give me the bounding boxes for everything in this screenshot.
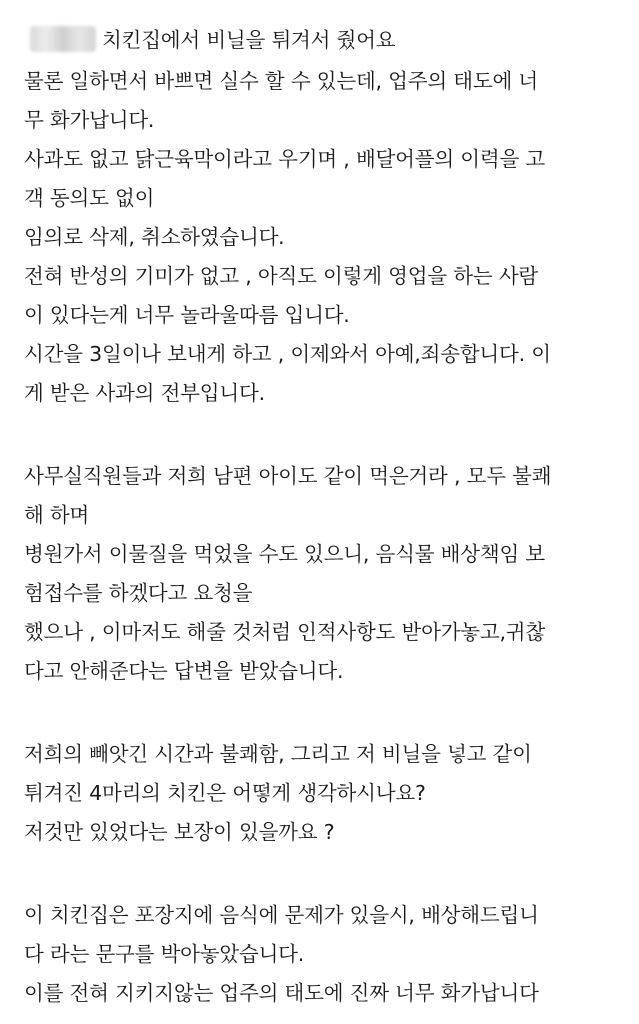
post-line: 이 치킨집은 포장지에 음식에 문제가 있을시, 배상해드립니 xyxy=(24,903,539,927)
post-line: 험접수를 하겠다고 요청을 xyxy=(24,581,253,605)
post-line: 전혀 반성의 기미가 없고 , 아직도 이렇게 영업을 하는 사람 xyxy=(24,264,539,288)
post-line: 물론 일하면서 바쁘면 실수 할 수 있는데, 업주의 태도에 너 xyxy=(24,69,539,93)
post-line: 사과도 없고 닭근육막이라고 우기며 , 배달어플의 이력을 고 xyxy=(24,147,546,171)
post-line: 시간을 3일이나 보내게 하고 , 이제와서 아예,죄송합니다. 이 xyxy=(24,342,551,366)
post-line: 무 화가납니다. xyxy=(24,108,155,132)
post-line: 했으나 , 이마저도 해줄 것처럼 인적사항도 받아가놓고,귀찮 xyxy=(24,620,546,644)
redacted-name-blur xyxy=(30,26,96,52)
post-line: 해 하며 xyxy=(24,503,90,527)
post-line: 객 동의도 없이 xyxy=(24,186,155,210)
post-line: 저희의 빼앗긴 시간과 불쾌함, 그리고 저 비닐을 넣고 같이 xyxy=(24,742,532,766)
post-line-title: 치킨집에서 비닐을 튀겨서 줬어요 xyxy=(102,28,396,52)
post-line: 임의로 삭제, 취소하였습니다. xyxy=(24,225,285,249)
post-line: 저것만 있었다는 보장이 있을까요 ? xyxy=(24,820,335,844)
post-line: 이를 전혀 지키지않는 업주의 태도에 진짜 너무 화가납니다 xyxy=(24,981,539,1005)
post-line: 다 라는 문구를 박아놓았습니다. xyxy=(24,942,305,966)
post-line: 튀겨진 4마리의 치킨은 어떻게 생각하시나요? xyxy=(24,781,426,805)
post-line: 병원가서 이물질을 먹었을 수도 있으니, 음식물 배상책임 보 xyxy=(24,542,546,566)
post-line: 다고 안해준다는 답변을 받았습니다. xyxy=(24,659,344,683)
post-line: 이 있다는게 너무 놀라울따름 입니다. xyxy=(24,303,350,327)
post-line: 게 받은 사과의 전부입니다. xyxy=(24,381,265,405)
post-line: 사무실직원들과 저희 남편 아이도 같이 먹은거라 , 모두 불쾌 xyxy=(24,464,552,488)
